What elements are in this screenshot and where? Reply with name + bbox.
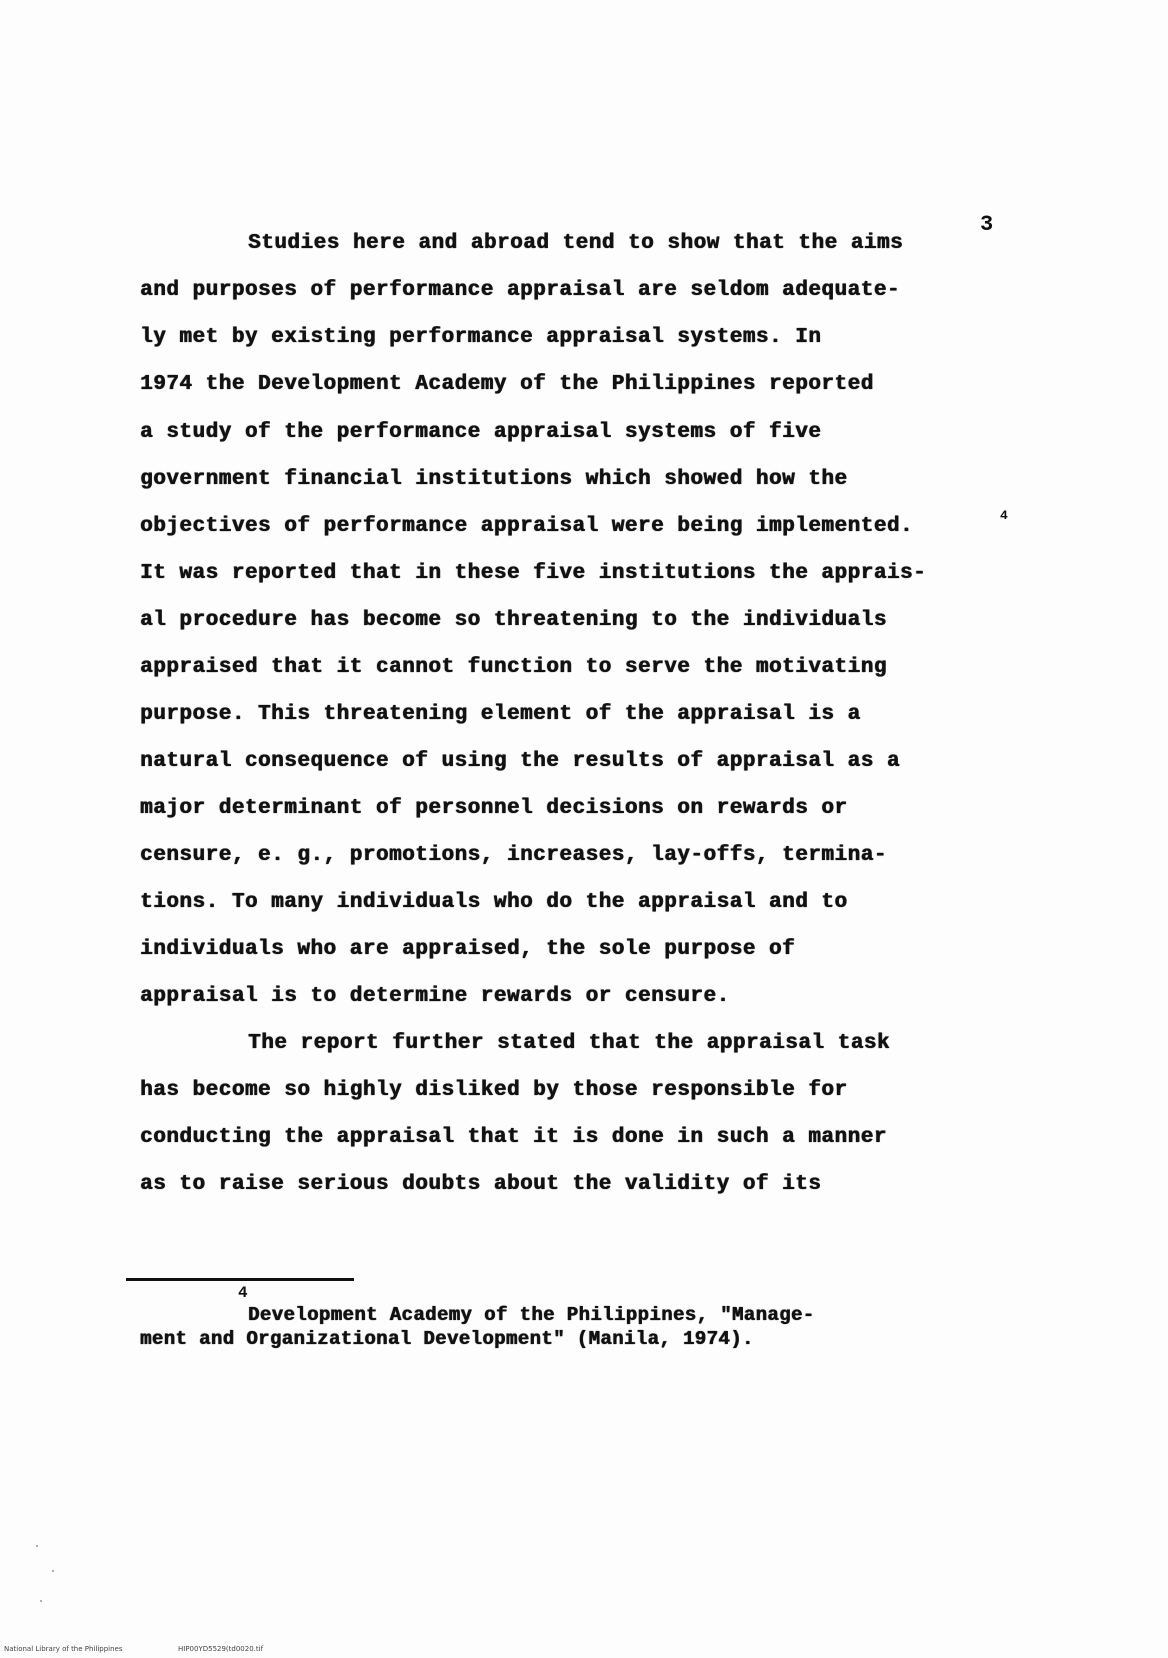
footnote-line-2: ment and Organizational Development" (Manila, 1974). <box>140 1328 754 1350</box>
scan-speck <box>36 1545 38 1547</box>
paragraph-1-line-12: natural consequence of using the results of appraisal as a <box>140 750 900 773</box>
paragraph-2-line-2: has become so highly disliked by those responsible for <box>140 1079 848 1102</box>
paragraph-1-line-11: purpose. This threatening element of the appraisal is a <box>140 703 861 726</box>
paragraph-1-line-9: al procedure has become so threatening to the individuals <box>140 609 887 632</box>
footnote-marker: 4 <box>238 1284 248 1302</box>
footer-library-label: National Library of the Philippines <box>4 1645 123 1653</box>
scan-speck <box>40 1600 42 1602</box>
paragraph-1-line-16: individuals who are appraised, the sole purpose of <box>140 938 796 961</box>
paragraph-1-line-2: and purposes of performance appraisal are seldom adequate- <box>140 279 900 302</box>
paragraph-2-line-3: conducting the appraisal that it is done in such a manner <box>140 1126 887 1149</box>
paragraph-2-line-1: The report further stated that the appraisal task <box>248 1032 891 1055</box>
page-number: 3 <box>980 212 994 237</box>
footnote-line-1: Development Academy of the Philippines, "Manage- <box>248 1304 815 1326</box>
paragraph-2-line-4: as to raise serious doubts about the validity of its <box>140 1173 822 1196</box>
paragraph-1-line-15: tions. To many individuals who do the appraisal and to <box>140 891 848 914</box>
paragraph-1-line-5: a study of the performance appraisal systems of five <box>140 421 822 444</box>
paragraph-1-line-6: government financial institutions which showed how the <box>140 468 848 491</box>
paragraph-1-line-14: censure, e. g., promotions, increases, lay-offs, termina- <box>140 844 887 867</box>
paragraph-1-line-3: ly met by existing performance appraisal systems. In <box>140 326 822 349</box>
paragraph-1-line-1: Studies here and abroad tend to show that the aims <box>248 232 904 255</box>
paragraph-1-line-8: It was reported that in these five institutions the apprais- <box>140 562 927 585</box>
footnote-rule <box>126 1278 354 1281</box>
paragraph-1-line-4: 1974 the Development Academy of the Philippines reported <box>140 373 874 396</box>
scan-speck <box>52 1570 54 1572</box>
footnote-reference: 4 <box>1000 508 1008 523</box>
paragraph-1-line-10: appraised that it cannot function to serve the motivating <box>140 656 887 679</box>
footer-file-label: HIP00YD5529(td0020.tif <box>178 1645 264 1653</box>
paragraph-1-line-13: major determinant of personnel decisions on rewards or <box>140 797 848 820</box>
paragraph-1-line-7: objectives of performance appraisal were being implemented. <box>140 515 914 538</box>
paragraph-1-line-17: appraisal is to determine rewards or censure. <box>140 985 730 1008</box>
